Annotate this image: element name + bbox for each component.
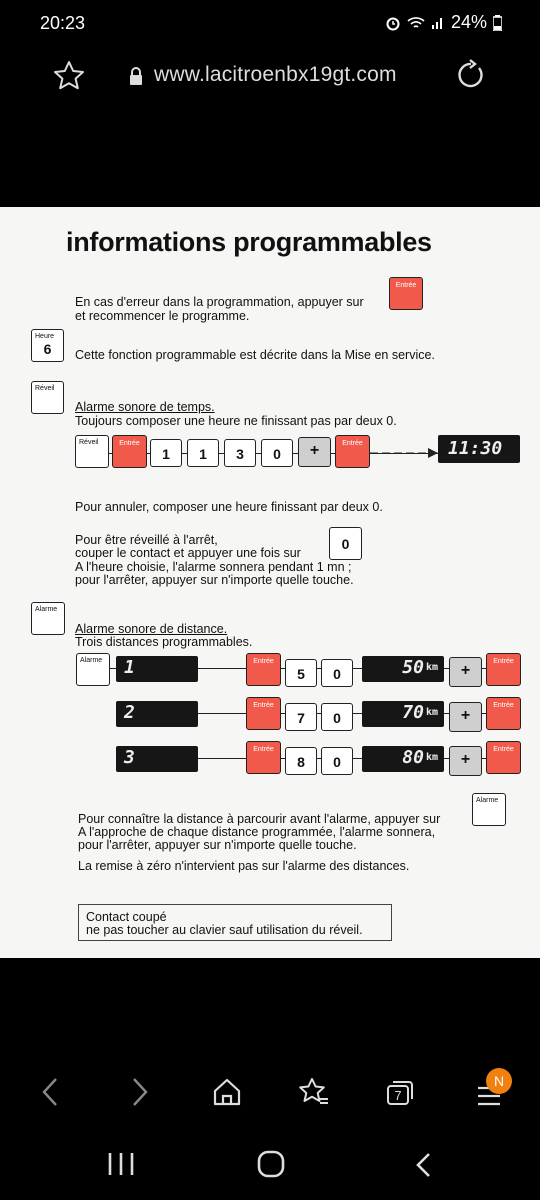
know-text-1: Pour connaître la distance à parcourir avant l'alarme, appuyer sur [78,812,441,826]
url-text[interactable]: www.lacitroenbx19gt.com [154,63,397,86]
wake-text-4: pour l'arrêter, appuyer sur n'importe quelle touche. [75,573,354,587]
page-title: informations programmables [66,227,432,257]
arrow-icon [370,447,440,459]
error-text-1: En cas d'erreur dans la programmation, appuyer sur [75,295,364,309]
warning-box [78,904,392,941]
plus-key: + [449,657,482,687]
time-display: 11:30 [438,435,520,463]
lock-icon [128,66,144,86]
km-display: 80 $^{km}$ [362,746,444,772]
forward-icon[interactable] [128,1077,152,1107]
km-display: 50 $^{km}$ [362,656,444,682]
heure-text: Cette fonction programmable est décrite dans la Mise en service. [75,348,435,362]
km-display: 70 $^{km}$ [362,701,444,727]
wifi-icon [407,16,425,30]
browser-url-bar [0,48,540,110]
digit-key: 1 [187,439,219,467]
recent-apps-icon[interactable] [106,1151,136,1177]
menu-badge: N [486,1068,512,1094]
alarme-key-row: Alarme [76,653,110,686]
alarme-key-info: Alarme [472,793,506,826]
tab-count: 7 [394,1088,402,1103]
entree-key: Entrée [389,277,423,310]
tabs-button[interactable] [386,1080,414,1106]
system-back-icon[interactable] [412,1151,434,1179]
alarm-dist-title: Alarme sonore de distance. [75,622,228,636]
row-index-display: 2 [116,701,198,727]
digit-key: 7 [285,703,317,731]
digit-key: 0 [321,659,353,687]
document-page [0,207,540,958]
note-text-2: ne pas toucher au clavier sauf utilisation du réveil. [86,923,363,937]
entree-key-seq: Entrée [112,435,147,468]
entree-key-row: Entrée [486,697,521,730]
bookmarks-icon[interactable] [298,1077,330,1107]
entree-key-row: Entrée [246,741,281,774]
note-text-1: Contact coupé [86,910,167,924]
know-text-3: pour l'arrêter, appuyer sur n'importe quelle touche. [78,838,357,852]
cancel-text: Pour annuler, composer une heure finissant par deux 0. [75,500,383,514]
bottom-toolbar [0,1055,540,1200]
digit-key: 0 [261,439,293,467]
row-index-display: 1 [116,656,198,682]
entree-key-row: Entrée [246,697,281,730]
digit-key: 0 [321,703,353,731]
reveil-key-seq: Réveil [75,435,109,468]
home-icon[interactable] [212,1077,242,1107]
row-index-display: 3 [116,746,198,772]
alarme-key: Alarme [31,602,65,635]
know-text-2: A l'approche de chaque distance programmée, l'alarme sonnera, [78,825,436,839]
heure-key: Heure 6 [31,329,64,362]
reload-icon[interactable] [455,59,487,91]
digit-key: 3 [224,439,256,467]
home-button-icon[interactable] [256,1149,286,1179]
alarm-dist-sub: Trois distances programmables. [75,635,253,649]
alarm-time-title: Alarme sonore de temps. [75,400,215,414]
digit-key: 1 [150,439,182,467]
status-icons [385,12,502,33]
alarm-time-sub: Toujours composer une heure ne finissant pas par deux 0. [75,414,397,428]
entree-key-seq: Entrée [335,435,370,468]
wake-text-2: couper le contact et appuyer une fois sur [75,546,301,560]
status-time: 20:23 [40,13,86,33]
wake-text-1: Pour être réveillé à l'arrêt, [75,533,218,547]
plus-key: + [449,746,482,776]
digit-key: 0 [321,747,353,775]
plus-key: + [449,702,482,732]
digit-key: 8 [285,747,317,775]
wake-text-3: A l'heure choisie, l'alarme sonnera pendant 1 mn ; [75,560,352,574]
digit-key: 5 [285,659,317,687]
signal-icon [431,16,445,30]
entree-key-row: Entrée [486,653,521,686]
plus-key: + [298,437,331,467]
reset-text: La remise à zéro n'intervient pas sur l'alarme des distances. [78,859,410,873]
back-icon[interactable] [38,1077,62,1107]
error-text-2: et recommencer le programme. [75,309,250,323]
star-icon[interactable] [52,59,86,93]
battery-icon [493,15,502,31]
status-bar [0,0,540,48]
zero-key: 0 [329,527,362,560]
entree-key-row: Entrée [246,653,281,686]
entree-key-row: Entrée [486,741,521,774]
battery-percent: 24% [450,12,487,32]
alarm-icon [385,15,401,31]
reveil-key: Réveil [31,381,64,414]
